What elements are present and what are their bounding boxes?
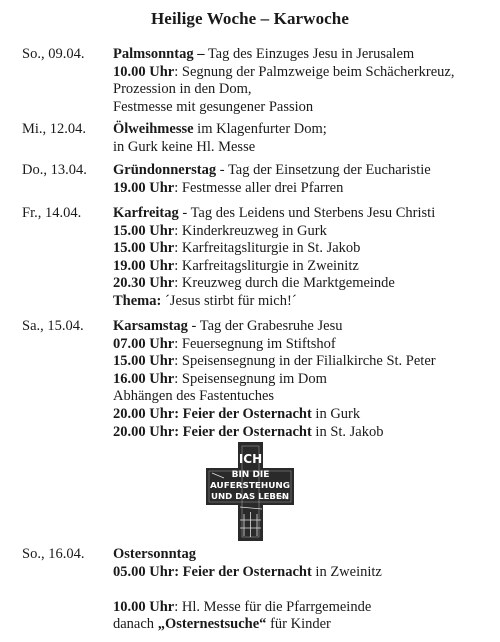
entry-lines	[113, 162, 493, 197]
line-text: ´Jesus stirbt für mich!´	[161, 292, 297, 309]
entry-line	[113, 46, 493, 64]
line-text: im Klagenfurter Dom;	[193, 121, 327, 137]
entry-date: Do., 13.04.	[22, 162, 87, 178]
entry-line	[113, 564, 493, 582]
entry-line	[113, 616, 493, 634]
line-text: : Karfreitagsliturgie in St. Jakob	[174, 240, 361, 257]
line-text: : Feuersegnung im Stiftshof	[174, 335, 336, 352]
emblem-line: BIN DIE	[231, 470, 270, 480]
entry-line	[113, 205, 493, 223]
line-bold: Karfreitag	[113, 205, 179, 221]
line-text: in Gurk keine Hl. Messe	[113, 138, 256, 155]
line-bold: Gründonnerstag	[113, 162, 217, 178]
entry-line	[113, 180, 493, 198]
line-text: Abhängen des Fastentuches	[113, 388, 275, 405]
entry-line	[113, 99, 493, 117]
entry-date: Mi., 12.04.	[22, 121, 87, 137]
line-text: : Kreuzweg durch die Marktgemeinde	[174, 275, 395, 292]
line-text: - Tag der Grabesruhe Jesu	[187, 318, 343, 334]
line-bold: 07.00 Uhr	[113, 335, 175, 352]
entry-lines	[113, 318, 493, 441]
entry-line	[113, 424, 493, 442]
line-bold: 20.30 Uhr	[113, 275, 175, 292]
line-bold: Ostersonntag	[113, 546, 196, 562]
line-text: : Speisensegnung in der Filialkirche St. Peter	[174, 353, 436, 370]
emblem-line: ICH	[238, 452, 263, 466]
entry-line	[113, 293, 493, 311]
line-text: - Tag des Leidens und Sterbens Jesu Christi	[178, 205, 436, 221]
line-text: in Zweinitz	[311, 563, 382, 580]
entry-lines	[113, 46, 493, 116]
entry-line	[113, 223, 493, 241]
line-bold: 20.00 Uhr: Feier der Osternacht	[113, 423, 312, 440]
line-bold: 10.00 Uhr	[113, 598, 175, 615]
entry-lines	[113, 121, 493, 156]
entry-date: So., 09.04.	[22, 46, 85, 62]
line-text: : Hl. Messe für die Pfarrgemeinde	[174, 598, 372, 615]
entry-lines	[113, 546, 493, 634]
entry-line	[113, 162, 493, 180]
entry-date: Sa., 15.04.	[22, 318, 84, 334]
entry-date: Fr., 14.04.	[22, 205, 82, 221]
entry-line	[113, 546, 493, 564]
line-bold: Thema:	[113, 292, 162, 309]
entry-line	[113, 81, 493, 99]
entry-line	[113, 318, 493, 336]
entry-line	[113, 406, 493, 424]
entry-line	[113, 388, 493, 406]
line-text: : Karfreitagsliturgie in Zweinitz	[174, 257, 359, 274]
line-bold: 05.00 Uhr: Feier der Osternacht	[113, 563, 312, 580]
line-text: Tag des Einzuges Jesu in Jerusalem	[204, 46, 415, 62]
entry-line	[113, 371, 493, 389]
emblem-line: UND DAS LEBEN	[211, 492, 289, 501]
line-bold: 15.00 Uhr	[113, 240, 175, 257]
line-bold: 10.00 Uhr	[113, 63, 175, 80]
line-text: Prozession in den Dom,	[113, 81, 252, 98]
entry-date: So., 16.04.	[22, 546, 85, 562]
emblem-line: AUFERSTEHUNG	[210, 481, 290, 490]
entry-line	[113, 581, 493, 599]
line-text: : Festmesse aller drei Pfarren	[174, 179, 344, 196]
line-text: für Kinder	[266, 616, 331, 633]
line-text: : Kinderkreuzweg in Gurk	[174, 222, 327, 239]
line-bold: 15.00 Uhr	[113, 353, 175, 370]
line-bold: 19.00 Uhr	[113, 257, 175, 274]
line-text: Festmesse mit gesungener Passion	[113, 98, 314, 115]
entry-line	[113, 275, 493, 293]
line-text: : Speisensegnung im Dom	[174, 370, 327, 387]
resurrection-cross-emblem-icon	[204, 440, 296, 544]
line-bold: 15.00 Uhr	[113, 222, 175, 239]
line-bold: 16.00 Uhr	[113, 370, 175, 387]
entry-line	[113, 64, 493, 82]
entry-line	[113, 336, 493, 354]
line-text: in Gurk	[311, 405, 361, 422]
line-bold: 20.00 Uhr: Feier der Osternacht	[113, 405, 312, 422]
line-bold: Karsamstag	[113, 318, 188, 334]
line-bold: Palmsonntag –	[113, 46, 205, 62]
line-text: - Tag der Einsetzung der Eucharistie	[216, 162, 431, 178]
entry-line	[113, 599, 493, 617]
page-title: Heilige Woche – Karwoche	[150, 9, 350, 28]
entry-lines	[113, 205, 493, 311]
line-text: danach	[113, 616, 158, 633]
entry-line	[113, 139, 493, 157]
line-bold: 19.00 Uhr	[113, 179, 175, 196]
line-bold: Ölweihmesse	[113, 121, 194, 137]
entry-line	[113, 353, 493, 371]
entry-line	[113, 240, 493, 258]
entry-line	[113, 121, 493, 139]
line-text: : Segnung der Palmzweige beim Schächerkreuz,	[174, 63, 455, 80]
line-text: in St. Jakob	[311, 423, 384, 440]
entry-line	[113, 258, 493, 276]
line-bold: „Osternestsuche“	[157, 616, 267, 633]
